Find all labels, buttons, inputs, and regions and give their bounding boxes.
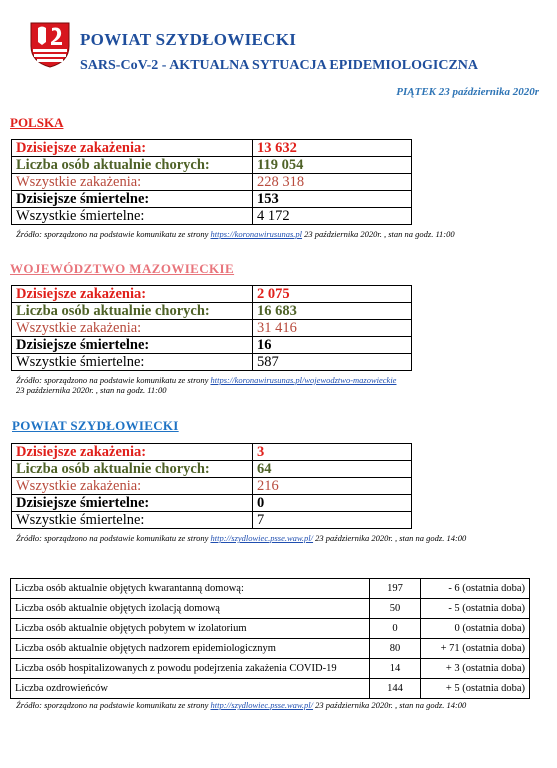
source-link[interactable]: http://szydlowiec.psse.waw.pl/ [210,533,314,543]
row-label: Wszystkie zakażenia: [12,320,253,337]
row-label: Wszystkie zakażenia: [12,174,253,191]
source-text: Źródło: sporządzono na podstawie komunikatu ze strony [16,533,211,543]
table-row [12,286,412,303]
section-heading-mazowieckie: WOJEWÓDZTWO MAZOWIECKIE [10,261,235,276]
row-value: 216 [253,478,412,495]
source-note-quarantine [16,700,466,710]
table-row [12,320,412,337]
row-value: 587 [253,354,412,371]
table-row [12,140,412,157]
table-row [12,337,412,354]
row-label: Liczba osób aktualnie chorych: [12,157,253,174]
row-label: Liczba osób aktualnie objętych pobytem w izolatorium [11,619,370,639]
page-subtitle: SARS-CoV-2 - AKTUALNA SYTUACJA EPIDEMIOLOGICZNA [80,58,479,73]
row-label: Dzisiejsze zakażenia: [12,444,253,461]
table-row [12,478,412,495]
row-label: Liczba ozdrowieńców [11,679,370,699]
row-label: Dzisiejsze śmiertelne: [12,337,253,354]
row-label: Wszystkie śmiertelne: [12,512,253,529]
quarantine-table [10,578,530,699]
stats-table-polska [11,139,412,225]
source-note-mazowieckie [16,375,396,395]
stats-table-mazowieckie [11,285,412,371]
source-text: Źródło: sporządzono na podstawie komunikatu ze strony [16,375,211,385]
row-label: Liczba osób aktualnie objętych kwarantanną domową: [11,579,370,599]
source-date: 23 października 2020r. , stan na godz. 14:00 [313,700,467,710]
row-value: 50 [370,599,421,619]
table-row [12,495,412,512]
page-title: POWIAT SZYDŁOWIECKI [80,30,297,49]
row-value: 80 [370,639,421,659]
row-value: 144 [370,679,421,699]
row-value: 16 683 [253,303,412,320]
row-label: Wszystkie śmiertelne: [12,208,253,225]
table-row [12,512,412,529]
row-change: - 5 (ostatnia doba) [421,599,530,619]
report-date: PIĄTEK 23 października 2020r [396,86,539,98]
table-row [12,208,412,225]
row-value: 4 172 [253,208,412,225]
row-label: Liczba osób aktualnie objętych izolacją domową [11,599,370,619]
source-link[interactable]: https://koronawirusunas.pl [210,229,303,239]
row-label: Wszystkie zakażenia: [12,478,253,495]
table-row [12,444,412,461]
row-value: 3 [253,444,412,461]
row-change: + 3 (ostatnia doba) [421,659,530,679]
row-value: 64 [253,461,412,478]
row-change: + 5 (ostatnia doba) [421,679,530,699]
row-value: 0 [253,495,412,512]
row-label: Dzisiejsze zakażenia: [12,140,253,157]
source-link[interactable]: https://koronawirusunas.pl/wojewodztwo-mazowieckie [210,375,397,385]
table-row [11,659,530,679]
section-heading-polska: POLSKA [10,115,64,130]
row-value: 31 416 [253,320,412,337]
table-row [12,354,412,371]
table-row [11,679,530,699]
row-label: Dzisiejsze śmiertelne: [12,495,253,512]
source-note-polska [16,229,455,239]
source-date: 23 października 2020r. , stan na godz. 11:00 [302,229,455,239]
source-link[interactable]: http://szydlowiec.psse.waw.pl/ [210,700,314,710]
row-value: 228 318 [253,174,412,191]
table-row [12,191,412,208]
source-note-powiat [16,533,466,543]
row-value: 16 [253,337,412,354]
row-value: 197 [370,579,421,599]
row-value: 2 075 [253,286,412,303]
row-label: Liczba osób aktualnie chorych: [12,461,253,478]
row-label: Liczba osób hospitalizowanych z powodu podejrzenia zakażenia COVID-19 [11,659,370,679]
stats-table-powiat [11,443,412,529]
row-change: + 71 (ostatnia doba) [421,639,530,659]
table-row [12,461,412,478]
row-value: 14 [370,659,421,679]
source-date: 23 października 2020r. , stan na godz. 11:00 [16,385,167,395]
row-label: Liczba osób aktualnie objętych nadzorem epidemiologicznym [11,639,370,659]
row-value: 13 632 [253,140,412,157]
source-text: Źródło: sporządzono na podstawie komunikatu ze strony [16,700,211,710]
table-row [11,599,530,619]
section-heading-powiat: POWIAT SZYDŁOWIECKI [12,418,179,433]
row-label: Dzisiejsze śmiertelne: [12,191,253,208]
table-row [11,579,530,599]
row-value: 0 [370,619,421,639]
source-text: Źródło: sporządzono na podstawie komunikatu ze strony [16,229,211,239]
table-row [11,619,530,639]
row-label: Liczba osób aktualnie chorych: [12,303,253,320]
row-change: 0 (ostatnia doba) [421,619,530,639]
row-label: Dzisiejsze zakażenia: [12,286,253,303]
coat-of-arms-logo [30,22,70,68]
row-value: 119 054 [253,157,412,174]
row-label: Wszystkie śmiertelne: [12,354,253,371]
table-row [12,303,412,320]
row-value: 153 [253,191,412,208]
table-row [12,157,412,174]
table-row [11,639,530,659]
row-value: 7 [253,512,412,529]
source-date: 23 października 2020r. , stan na godz. 14:00 [313,533,467,543]
table-row [12,174,412,191]
row-change: - 6 (ostatnia doba) [421,579,530,599]
